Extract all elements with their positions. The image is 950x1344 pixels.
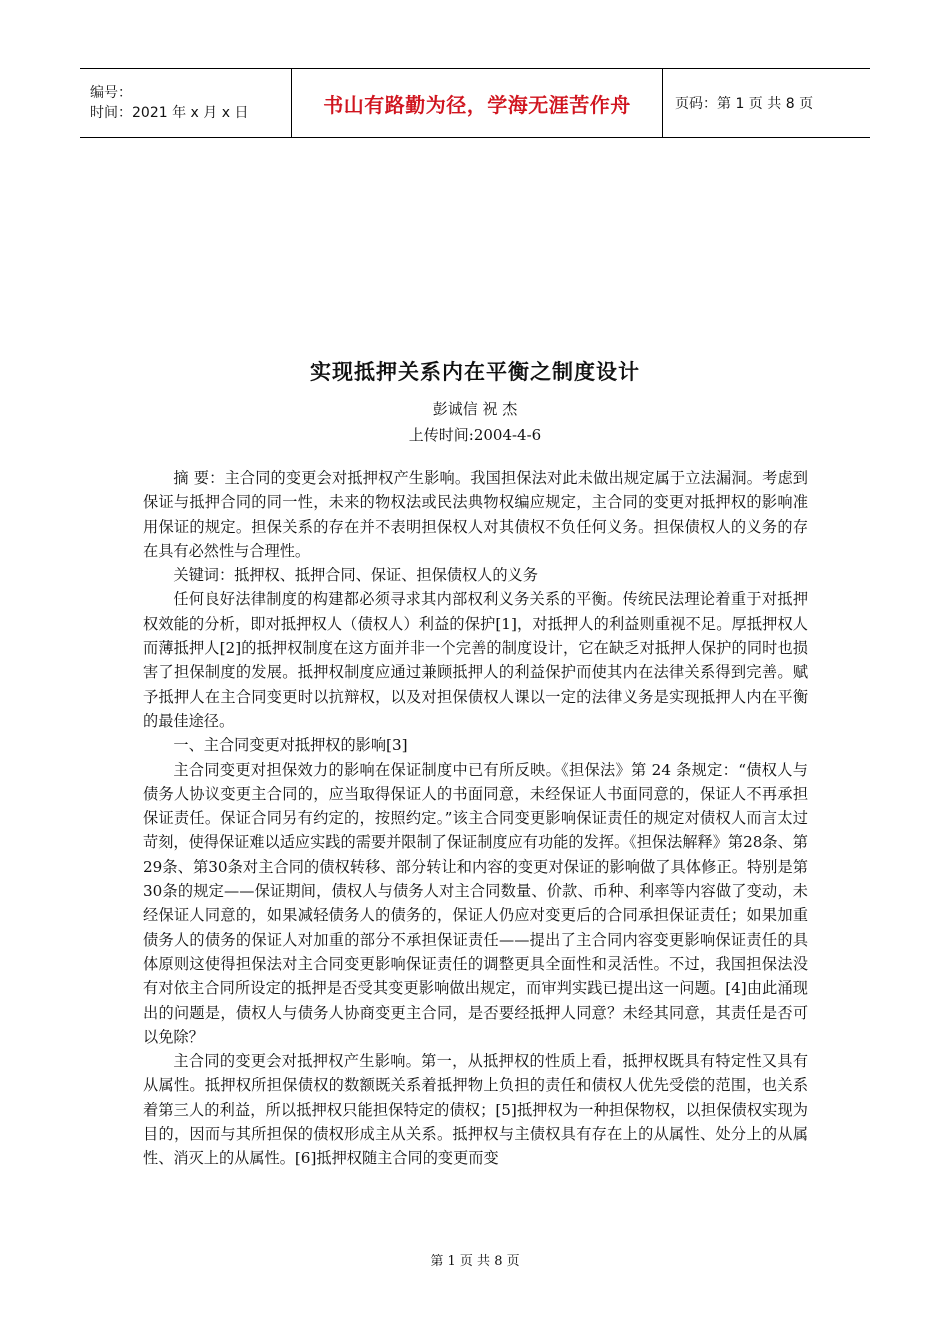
page-footer: 第 1 页 共 8 页 (430, 1254, 520, 1269)
header-page-cell (663, 69, 870, 137)
document-number-label: 编号： (90, 85, 132, 101)
body-paragraph: 任何良好法律制度的构建都必须寻求其内部权利义务关系的平衡。传统民法理论着重于对抵押权效能的分析，即对抵押权人（债权人）利益的保护[1]，对抵押人的利益则重视不足。厚抵押权人而薄抵押人[2]的抵押权制度在这方面并非一个完善的制度设计，它在缺乏对抵押人保护的同时也损害了担保制度的发展。抵押权制度应通过兼顾抵押人的利益保护而使其内在法律关系得到完善。赋予抵押人在主合同变更时以抗辩权，以及对担保债权人课以一定的法律义务是实现抵押人内在平衡的最佳途径。 (143, 590, 808, 730)
keywords-paragraph: 关键词：抵押权、抵押合同、保证、担保债权人的义务 (173, 566, 538, 585)
upload-time: 上传时间:2004-4-6 (408, 426, 542, 444)
document-header (80, 68, 870, 138)
header-motto: 书山有路勤为径，学海无涯苦作舟 (323, 92, 631, 117)
abstract-paragraph: 摘 要：主合同的变更会对抵押权产生影响。我国担保法对此未做出规定属于立法漏洞。考虑到保证与抵押合同的同一性，未来的物权法或民法典物权编应规定，主合同的变更对抵押权的影响准用保证的规定。担保关系的存在并不表明担保权人对其债权不负任何义务。担保债权人的义务的存在具有必然性与合理性。 (143, 469, 808, 560)
article-title: 实现抵押关系内在平衡之制度设计 (310, 359, 640, 384)
header-meta-cell (80, 69, 292, 137)
article-body (143, 466, 808, 1171)
section-heading: 一、主合同变更对抵押权的影响[3] (173, 736, 408, 755)
document-time-label: 时间：2021 年 x 月 x 日 (90, 105, 249, 121)
header-page-info: 页码：第 1 页 共 8 页 (675, 96, 814, 112)
article-authors: 彭诚信 祝 杰 (432, 400, 518, 418)
body-paragraph: 主合同的变更会对抵押权产生影响。第一，从抵押权的性质上看，抵押权既具有特定性又具有从属性。抵押权所担保债权的数额既关系着抵押物上负担的责任和债权人优先受偿的范围，也关系着第三人的利益，所以抵押权只能担保特定的债权；[5]抵押权为一种担保物权，以担保债权实现为目的，因而与其所担保的债权形成主从关系。抵押权与主债权具有存在上的从属性、处分上的从属性、消灭上的从属性。[6]抵押权随主合同的变更而变 (143, 1052, 808, 1168)
body-paragraph: 主合同变更对担保效力的影响在保证制度中已有所反映。《担保法》第 24 条规定：“债权人与债务人协议变更主合同的，应当取得保证人的书面同意，未经保证人书面同意的，保证人不再承担保证责任。保证合同另有约定的，按照约定。”该主合同变更影响保证责任的规定对债权人而言太过苛刻，使得保证难以适应实践的需要并限制了保证制度应有功能的发挥。《担保法解释》第28条、第29条、第30条对主合同的债权转移、部分转让和内容的变更对保证的影响做了具体修正。特别是第30条的规定——保证期间，债权人与债务人对主合同数量、价款、币种、利率等内容做了变动，未经保证人同意的，如果减轻债务人的债务的，保证人仍应对变更后的合同承担保证责任；如果加重债务人的债务的保证人对加重的部分不承担保证责任——提出了主合同内容变更影响保证责任的具体原则这使得担保法对主合同变更影响保证责任的调整更具全面性和灵活性。不过，我国担保法没有对依主合同所设定的抵押是否受其变更影响做出规定，而审判实践已提出这一问题。[4]由此涌现出的问题是，债权人与债务人协商变更主合同，是否要经抵押人同意？未经其同意，其责任是否可以免除？ (143, 760, 808, 1046)
header-motto-cell (292, 69, 663, 137)
